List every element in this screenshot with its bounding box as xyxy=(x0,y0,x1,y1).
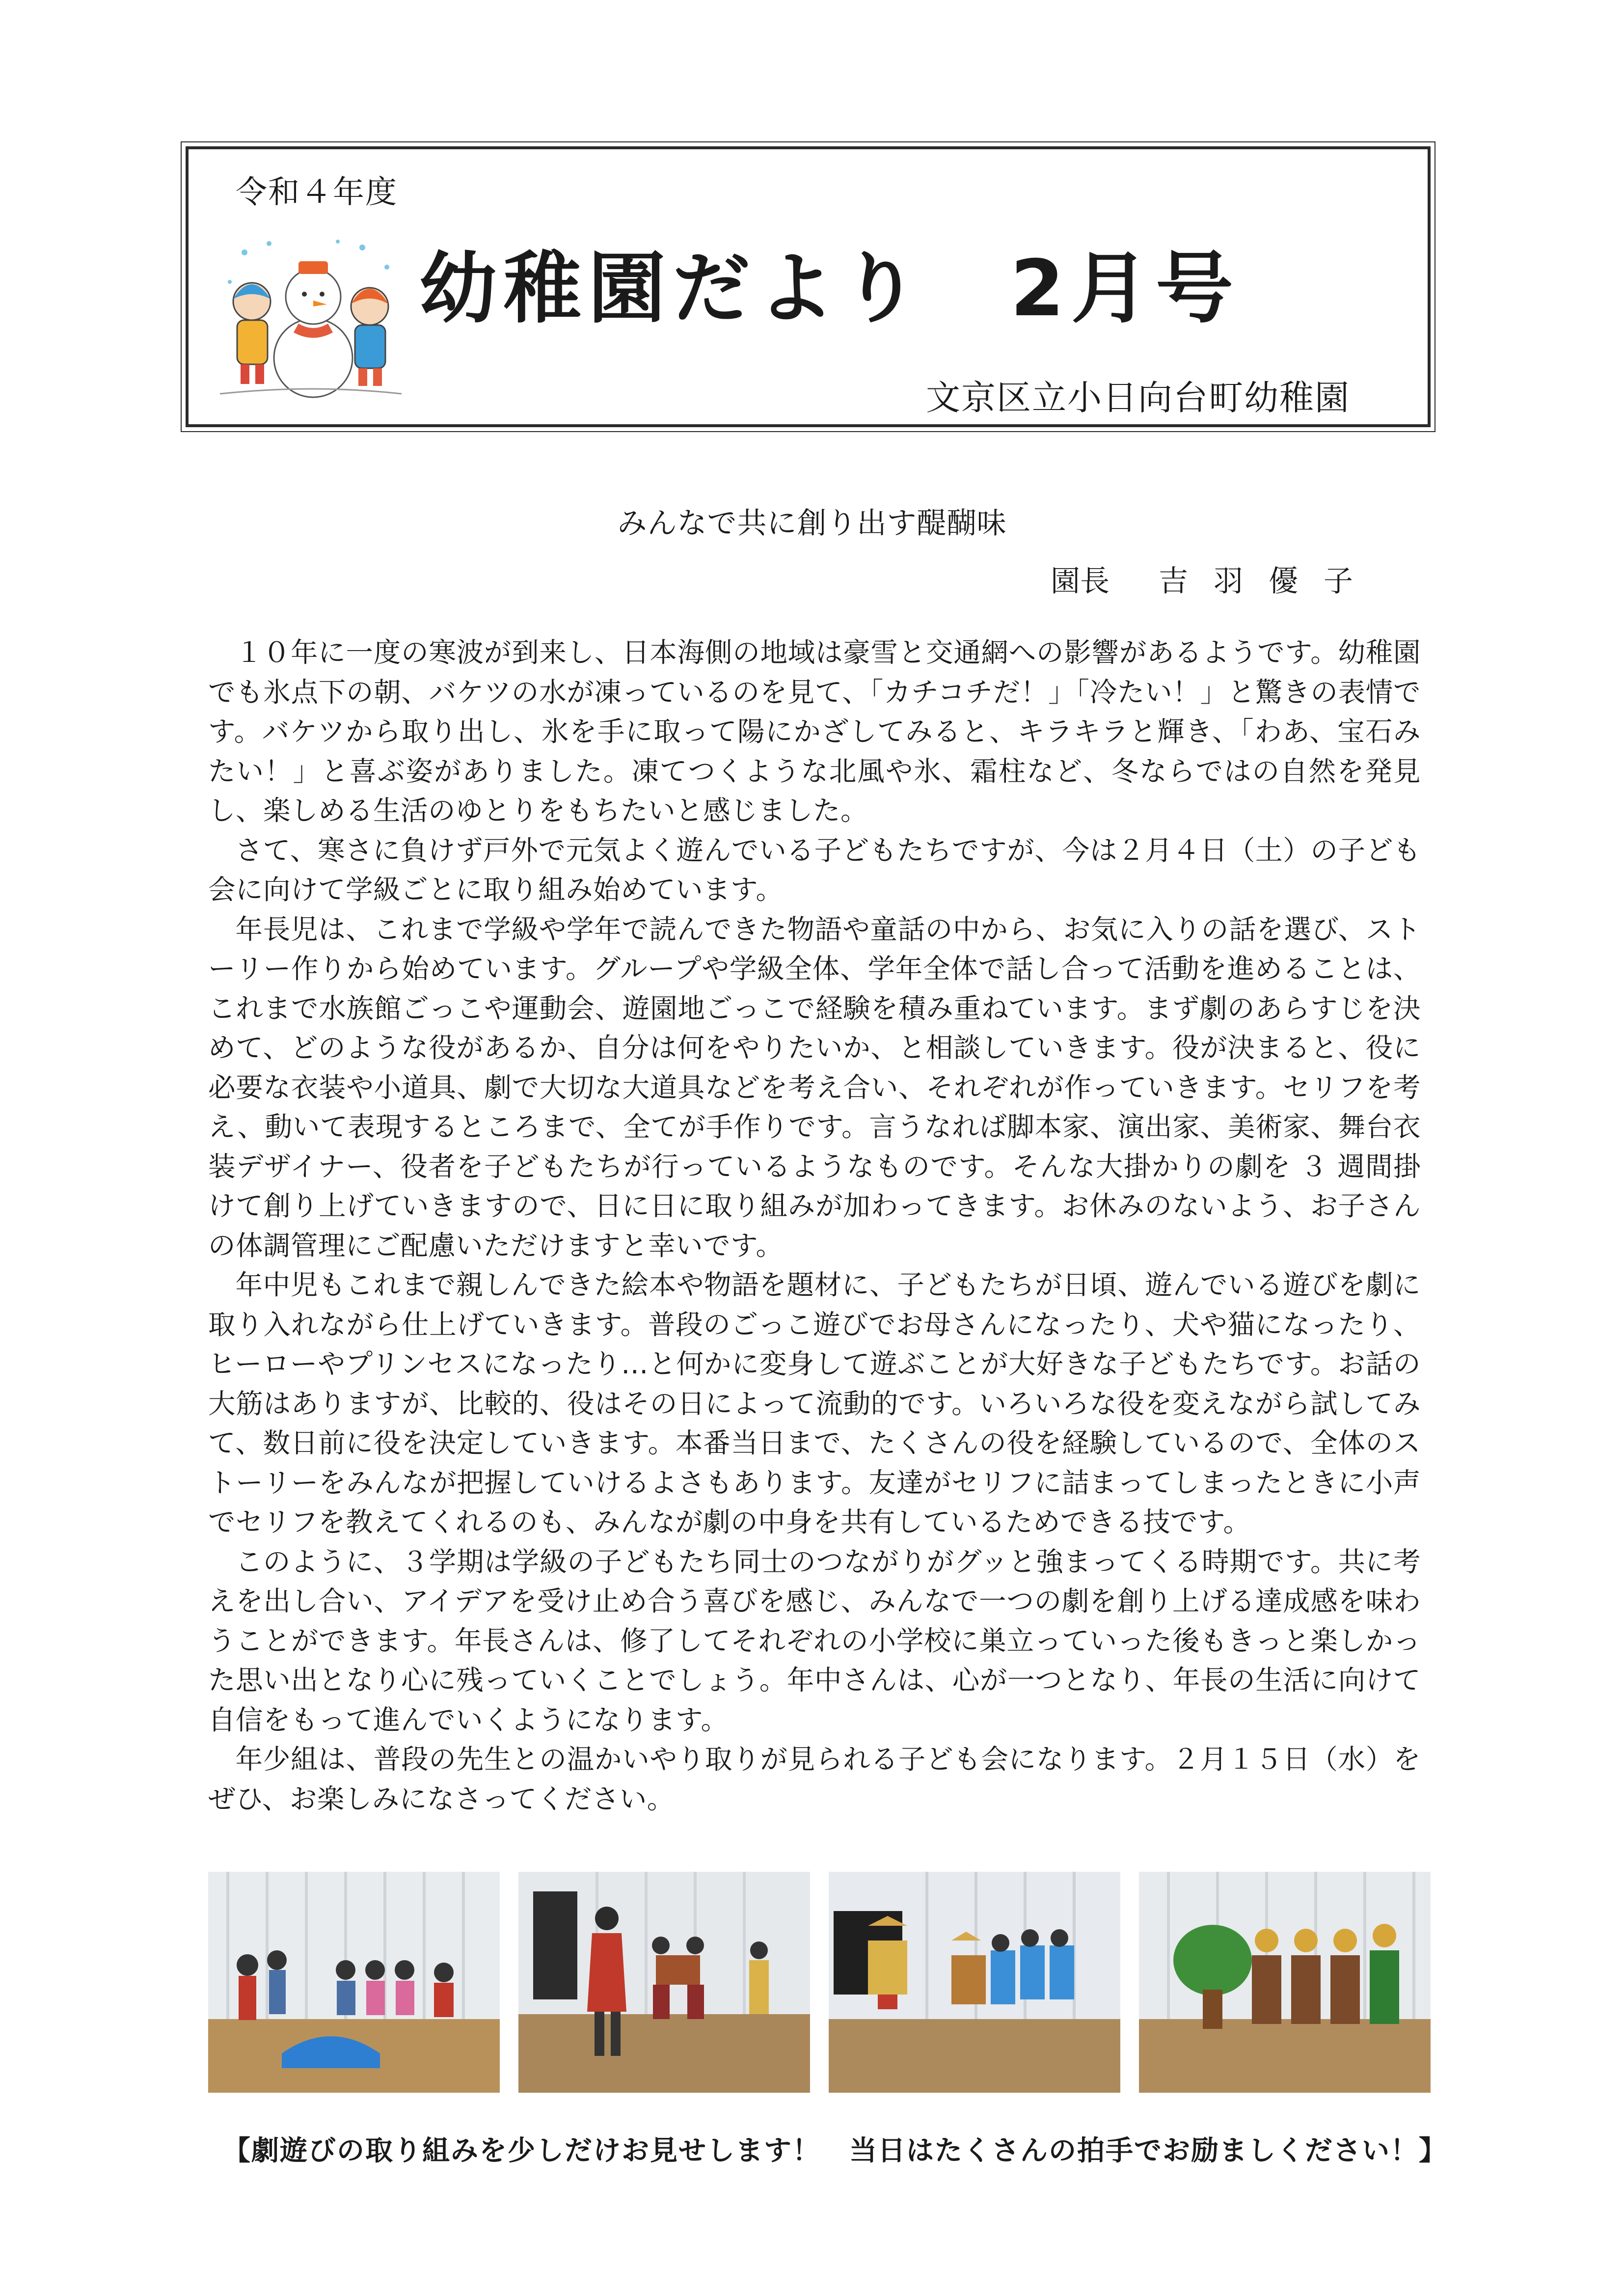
children-in-costumes-photo xyxy=(829,1872,1120,2093)
children-as-trees-photo xyxy=(1139,1872,1431,2093)
photo-caption: 【劇遊びの取り組みを少しだけお見せします！ 当日はたくさんの拍手でお励ましください！】 xyxy=(223,2135,1447,2167)
newsletter-header xyxy=(186,146,1431,427)
paragraph: 年中児もこれまで親しんできた絵本や物語を題材に、子どもたちが日頃、遊んでいる遊びを劇に取り入れながら仕上げていきます。普段のごっこ遊びでお母さんになったり、犬や猫になったり、ヒーローやプリンセスになったり…と何かに変身して遊ぶことが大好きな子どもたちです。お話の大筋はありますが、比較的、役はその日によって流動的です。いろいろな役を変えながら試してみて、数日前に役を決定していきます。本番当日まで、たくさんの役を経験しているので、全体のストーリーをみんなが把握していけるよさもあります。友達がセリフに詰まってしまったときに小声でセリフを教えてくれるのも、みんなが劇の中身を共有しているためできる技です。 xyxy=(208,1269,1421,1538)
photo-strip xyxy=(208,1872,1431,2093)
children-on-bridge-prop-photo xyxy=(208,1872,500,2093)
author-role: 園長 xyxy=(1051,564,1110,599)
paragraph: このように、３学期は学級の子どもたち同士のつながりがグッと強まってくる時期です。共に考えを出し合い、アイデアを受け止め合う喜びを感じ、みんなで一つの劇を創り上げる達成感を味わうことができます。年長さんは、修了してそれぞれの小学校に巣立っていった後もきっと楽しかった思い出となり心に残っていくことでしょう。年中さんは、心が一つとなり、年長の生活に向けて自信をもって進んでいくようになります。 xyxy=(208,1546,1421,1736)
children-with-snowman-icon xyxy=(215,238,406,405)
paragraph: １０年に一度の寒波が到来し、日本海側の地域は豪雪と交通網への影響があるようです。幼稚園でも氷点下の朝、バケツの水が凍っているのを見て、「カチコチだ！」「冷たい！」と驚きの表情です。バケツから取り出し、氷を手に取って陽にかざしてみると、キラキラと輝き、「わあ、宝石みたい！」と喜ぶ姿がありました。凍てつくような北風や氷、霜柱など、冬ならではの自然を発見し、楽しめる生活のゆとりをもちたいと感じました。 xyxy=(208,637,1421,827)
fiscal-year: 令和４年度 xyxy=(236,174,398,211)
paragraph: 年長児は、これまで学級や学年で読んできた物語や童話の中から、お気に入りの話を選び、ストーリー作りから始めています。グループや学級全体、学年全体で話し合って活動を進めることは、これまで水族館ごっこや運動会、遊園地ごっこで経験を積み重ねています。まず劇のあらすじを決めて、どのような役があるか、自分は何をやりたいか、と相談していきます。役が決まると、役に必要な衣装や小道具、劇で大切な大道具などを考え合い、それぞれが作っていきます。セリフを考え、動いて表現するところまで、全てが手作りです。言うなれば脚本家、演出家、美術家、舞台衣装デザイナー、役者を子どもたちが行っているようなものです。そんな大掛かりの劇を ３ 週間掛けて創り上げていきますので、日に日に取り組みが加わってきます。お休みのないよう、お子さんの体調管理にご配慮いただけますと幸いです。 xyxy=(208,913,1421,1262)
teacher-with-children-photo xyxy=(518,1872,810,2093)
author-line xyxy=(1051,558,1379,600)
article-title: みんなで共に創り出す醍醐味 xyxy=(617,506,1007,541)
paragraph: さて、寒さに負けず戸外で元気よく遊んでいる子どもたちですが、今は２月４日（土）の子ども会に向けて学級ごとに取り組み始めています。 xyxy=(208,834,1421,906)
author-name: 吉羽優子 xyxy=(1159,564,1379,599)
article-body xyxy=(208,633,1421,1819)
paragraph: 年少組は、普段の先生との温かいやり取りが見られる子ども会になります。２月１５日（水）をぜひ、お楽しみになさってください。 xyxy=(208,1744,1421,1815)
kindergarten-name: 文京区立小日向台町幼稚園 xyxy=(926,378,1350,418)
newsletter-title: 幼稚園だより 2月号 xyxy=(419,244,1240,334)
